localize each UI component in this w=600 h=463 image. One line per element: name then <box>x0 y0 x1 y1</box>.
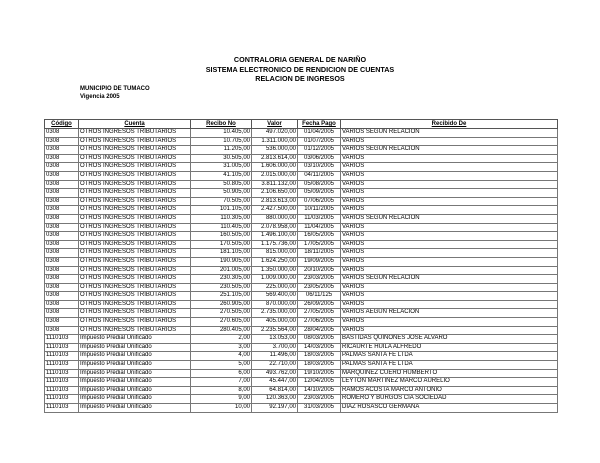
cell-fecha: 20/10/2005 <box>298 266 341 275</box>
cell-fecha: 18/03/2005 <box>298 352 341 361</box>
cell-valor: 13.053,00 <box>252 335 298 344</box>
cell-recibo: 30.505,00 <box>191 154 252 163</box>
cell-fecha: 14/10/2005 <box>298 386 341 395</box>
cell-recibo: 11.205,00 <box>191 146 252 155</box>
cell-valor: 1.350.000,00 <box>252 266 298 275</box>
col-cuenta-header: Cuenta <box>79 120 191 129</box>
table-row <box>45 146 558 155</box>
cell-fecha: 12/04/2005 <box>298 378 341 387</box>
cell-fecha: 27/05/2005 <box>298 309 341 318</box>
cell-recibo: 10.705,00 <box>191 137 252 146</box>
cell-fecha: 17/05/2005 <box>298 240 341 249</box>
cell-codigo: 0308 <box>45 189 79 198</box>
cell-recibo: 3,00 <box>191 343 252 352</box>
cell-codigo: 0308 <box>45 249 79 258</box>
cell-recibido: VARIOS <box>341 197 558 206</box>
cell-recibo: 9,00 <box>191 395 252 404</box>
cell-valor: 1.496.100,00 <box>252 232 298 241</box>
cell-fecha: 01/12/2005 <box>298 146 341 155</box>
cell-cuenta: Impuesto Predial Unificado <box>79 335 191 344</box>
cell-codigo: 0308 <box>45 214 79 223</box>
cell-codigo: 1110103 <box>45 386 79 395</box>
cell-recibido: MARQUINEZ CUERO HUMBERTO <box>341 369 558 378</box>
cell-valor: 64.814,00 <box>252 386 298 395</box>
cell-fecha: 23/03/2005 <box>298 275 341 284</box>
cell-recibido: VARIOS <box>341 137 558 146</box>
report-info <box>80 85 150 102</box>
cell-codigo: 0308 <box>45 206 79 215</box>
table-row <box>45 378 558 387</box>
cell-fecha: 03/06/2005 <box>298 154 341 163</box>
cell-fecha: 03/10/2005 <box>298 163 341 172</box>
cell-recibido: VARIOS <box>341 163 558 172</box>
cell-valor: 497.020,00 <box>252 129 298 138</box>
col-recibo-header: Recibo No <box>191 120 252 129</box>
cell-recibo: 230.305,00 <box>191 275 252 284</box>
table-row <box>45 300 558 309</box>
cell-cuenta: Impuesto Predial Unificado <box>79 361 191 370</box>
cell-valor: 22.710,00 <box>252 361 298 370</box>
cell-cuenta: OTROS INGRESOS TRIBUTARIOS <box>79 266 191 275</box>
cell-fecha: 01/04/2005 <box>298 129 341 138</box>
cell-codigo: 0308 <box>45 146 79 155</box>
cell-valor: 2.235.564,00 <box>252 326 298 335</box>
cell-recibo: 160.505,00 <box>191 232 252 241</box>
cell-cuenta: OTROS INGRESOS TRIBUTARIOS <box>79 129 191 138</box>
cell-recibido: VARIOS <box>341 283 558 292</box>
cell-recibido: VARIOS <box>341 249 558 258</box>
cell-recibo: 270.505,00 <box>191 309 252 318</box>
table-row <box>45 171 558 180</box>
cell-valor: 405.000,00 <box>252 318 298 327</box>
cell-fecha: 11/04/2005 <box>298 223 341 232</box>
cell-recibo: 6,00 <box>191 369 252 378</box>
report-title-org: CONTRALORIA GENERAL DE NARIÑO <box>233 55 367 64</box>
cell-cuenta: Impuesto Predial Unificado <box>79 378 191 387</box>
cell-recibo: 4,00 <box>191 352 252 361</box>
cell-cuenta: Impuesto Predial Unificado <box>79 404 191 413</box>
cell-cuenta: OTROS INGRESOS TRIBUTARIOS <box>79 232 191 241</box>
cell-fecha: 23/05/2005 <box>298 283 341 292</box>
ingresos-table <box>44 119 558 413</box>
cell-fecha: 16/05/2005 <box>298 232 341 241</box>
cell-recibido: VARIOS SEGUN RELACION <box>341 275 558 284</box>
cell-recibo: 260.905,00 <box>191 300 252 309</box>
cell-valor: 11.496,00 <box>252 352 298 361</box>
cell-recibo: 251.105,00 <box>191 292 252 301</box>
cell-recibo: 230.505,00 <box>191 283 252 292</box>
cell-recibido: VARIOS <box>341 223 558 232</box>
cell-cuenta: Impuesto Predial Unificado <box>79 369 191 378</box>
cell-recibido: VARIOS <box>341 171 558 180</box>
cell-valor: 2.427.500,00 <box>252 206 298 215</box>
cell-codigo: 0308 <box>45 266 79 275</box>
cell-valor: 2.106.650,00 <box>252 189 298 198</box>
cell-recibido: DIAZ ROSASCO GERMANA <box>341 404 558 413</box>
cell-valor: 1.624.250,00 <box>252 257 298 266</box>
table-row <box>45 309 558 318</box>
cell-valor: 225.000,00 <box>252 283 298 292</box>
cell-codigo: 1110103 <box>45 395 79 404</box>
cell-fecha: 26/09/2005 <box>298 300 341 309</box>
cell-cuenta: OTROS INGRESOS TRIBUTARIOS <box>79 171 191 180</box>
cell-cuenta: OTROS INGRESOS TRIBUTARIOS <box>79 197 191 206</box>
table-row <box>45 318 558 327</box>
cell-recibo: 181.105,00 <box>191 249 252 258</box>
cell-recibido: VARIOS SEGÚN RELACIÓN <box>341 214 558 223</box>
cell-valor: 45.447,00 <box>252 378 298 387</box>
cell-fecha: 27/06/2005 <box>298 318 341 327</box>
cell-cuenta: OTROS INGRESOS TRIBUTARIOS <box>79 189 191 198</box>
cell-recibo: 70.505,00 <box>191 197 252 206</box>
cell-recibido: VARIOS <box>341 266 558 275</box>
cell-cuenta: OTROS INGRESOS TRIBUTARIOS <box>79 180 191 189</box>
cell-codigo: 1110103 <box>45 378 79 387</box>
cell-recibido: BASTIDAS QUIÑONES JOSE ALVARO <box>341 335 558 344</box>
table-row <box>45 283 558 292</box>
cell-recibido: VARIOS <box>341 257 558 266</box>
cell-valor: 3.700,00 <box>252 343 298 352</box>
col-codigo-header: Código <box>45 120 79 129</box>
table-row <box>45 232 558 241</box>
table-row <box>45 404 558 413</box>
cell-valor: 493.762,00 <box>252 369 298 378</box>
cell-recibo: 201.005,00 <box>191 266 252 275</box>
cell-recibido: VARIOS <box>341 189 558 198</box>
cell-codigo: 0308 <box>45 154 79 163</box>
cell-recibo: 190.905,00 <box>191 257 252 266</box>
cell-codigo: 0308 <box>45 257 79 266</box>
cell-cuenta: OTROS INGRESOS TRIBUTARIOS <box>79 223 191 232</box>
cell-cuenta: OTROS INGRESOS TRIBUTARIOS <box>79 137 191 146</box>
cell-recibido: ROMERO Y BURGOS CIA SOCIEDAD <box>341 395 558 404</box>
cell-cuenta: OTROS INGRESOS TRIBUTARIOS <box>79 300 191 309</box>
cell-recibido: VARIOS <box>341 232 558 241</box>
cell-codigo: 0308 <box>45 300 79 309</box>
table-row <box>45 129 558 138</box>
cell-recibido: RICAURTE HUILA ALFREDO <box>341 343 558 352</box>
cell-fecha: 08/03/2005 <box>298 335 341 344</box>
table-row <box>45 395 558 404</box>
cell-recibido: PALMAS SANTA FE LTDA <box>341 361 558 370</box>
cell-codigo: 0308 <box>45 197 79 206</box>
cell-recibo: 50.905,00 <box>191 189 252 198</box>
cell-codigo: 0308 <box>45 240 79 249</box>
table-row <box>45 137 558 146</box>
cell-recibido: VARIOS <box>341 206 558 215</box>
cell-recibo: 8,00 <box>191 386 252 395</box>
vigencia-label: Vigencia 2005 <box>80 94 120 101</box>
cell-cuenta: OTROS INGRESOS TRIBUTARIOS <box>79 163 191 172</box>
cell-recibido: VARIOS <box>341 318 558 327</box>
table-row <box>45 275 558 284</box>
cell-valor: 870.000,00 <box>252 300 298 309</box>
cell-valor: 2.015.000,00 <box>252 171 298 180</box>
cell-codigo: 1110103 <box>45 335 79 344</box>
cell-recibo: 2,00 <box>191 335 252 344</box>
table-row <box>45 257 558 266</box>
cell-valor: 815.000,00 <box>252 249 298 258</box>
table-row <box>45 352 558 361</box>
cell-fecha: 23/03/2005 <box>298 395 341 404</box>
cell-recibido: VARIOS SEGÚN RELACIÓN <box>341 129 558 138</box>
cell-recibido: VARIOS <box>341 292 558 301</box>
cell-recibido: RAMOS ACOSTA MARCO ANTONIO <box>341 386 558 395</box>
cell-cuenta: OTROS INGRESOS TRIBUTARIOS <box>79 206 191 215</box>
cell-recibido: VARIOS <box>341 154 558 163</box>
cell-valor: 1.311.000,00 <box>252 137 298 146</box>
cell-recibido: VARIOS <box>341 180 558 189</box>
table-row <box>45 214 558 223</box>
table-row <box>45 163 558 172</box>
cell-recibo: 10.405,00 <box>191 129 252 138</box>
cell-valor: 120.363,00 <box>252 395 298 404</box>
table-row <box>45 154 558 163</box>
cell-recibo: 101.105,00 <box>191 206 252 215</box>
col-valor-header: Valor <box>252 120 298 129</box>
cell-valor: 3.811.132,00 <box>252 180 298 189</box>
cell-codigo: 0308 <box>45 275 79 284</box>
cell-fecha: 04/11/2005 <box>298 171 341 180</box>
cell-valor: 569.400,00 <box>252 292 298 301</box>
table-row <box>45 180 558 189</box>
cell-recibo: 5,00 <box>191 361 252 370</box>
cell-fecha: 19/10/2005 <box>298 369 341 378</box>
cell-cuenta: OTROS INGRESOS TRIBUTARIOS <box>79 257 191 266</box>
cell-fecha: 11/03/2005 <box>298 214 341 223</box>
cell-valor: 2.735.000,00 <box>252 309 298 318</box>
table-row <box>45 189 558 198</box>
cell-valor: 2.813.614,00 <box>252 154 298 163</box>
cell-recibo: 110.405,00 <box>191 223 252 232</box>
cell-valor: 1.175.736,00 <box>252 240 298 249</box>
cell-recibido: PALMAS SANTA FE LTDA <box>341 352 558 361</box>
municipio-label: MUNICIPIO DE TUMACO <box>80 86 150 92</box>
cell-codigo: 0308 <box>45 163 79 172</box>
cell-cuenta: OTROS INGRESOS TRIBUTARIOS <box>79 214 191 223</box>
report-title-name: RELACION DE INGRESOS <box>255 74 345 84</box>
table-body <box>45 129 558 413</box>
cell-fecha: 10/11/2005 <box>298 206 341 215</box>
cell-recibo: 41.105,00 <box>191 171 252 180</box>
cell-codigo: 0308 <box>45 309 79 318</box>
table-row <box>45 292 558 301</box>
cell-valor: 2.078.958,00 <box>252 223 298 232</box>
cell-cuenta: Impuesto Predial Unificado <box>79 343 191 352</box>
cell-recibo: 280.405,00 <box>191 326 252 335</box>
cell-cuenta: OTROS INGRESOS TRIBUTARIOS <box>79 146 191 155</box>
table-row <box>45 206 558 215</box>
table-row <box>45 197 558 206</box>
cell-recibido: VARIOS AEGÚN RELACIÓN <box>341 309 558 318</box>
cell-cuenta: OTROS INGRESOS TRIBUTARIOS <box>79 275 191 284</box>
table-row <box>45 240 558 249</box>
cell-cuenta: OTROS INGRESOS TRIBUTARIOS <box>79 326 191 335</box>
cell-cuenta: Impuesto Predial Unificado <box>79 386 191 395</box>
cell-cuenta: OTROS INGRESOS TRIBUTARIOS <box>79 309 191 318</box>
cell-recibo: 110.305,00 <box>191 214 252 223</box>
cell-recibo: 270.605,00 <box>191 318 252 327</box>
cell-fecha: 28/04/2005 <box>298 326 341 335</box>
table-row <box>45 369 558 378</box>
cell-fecha: 14/03/2005 <box>298 343 341 352</box>
table-row <box>45 386 558 395</box>
table-row <box>45 343 558 352</box>
table-row <box>45 335 558 344</box>
cell-fecha: 05/08/2005 <box>298 180 341 189</box>
cell-cuenta: OTROS INGRESOS TRIBUTARIOS <box>79 240 191 249</box>
cell-recibo: 31.005,00 <box>191 163 252 172</box>
cell-valor: 536.000,00 <box>252 146 298 155</box>
cell-codigo: 0308 <box>45 137 79 146</box>
table-row <box>45 266 558 275</box>
cell-codigo: 0308 <box>45 180 79 189</box>
cell-recibido: VARIOS <box>341 300 558 309</box>
col-fecha-header: Fecha Pago <box>298 120 341 129</box>
cell-recibo: 7,00 <box>191 378 252 387</box>
cell-fecha: 07/06/2005 <box>298 197 341 206</box>
cell-codigo: 0308 <box>45 171 79 180</box>
cell-codigo: 0308 <box>45 223 79 232</box>
cell-codigo: 0308 <box>45 326 79 335</box>
table-row <box>45 249 558 258</box>
cell-codigo: 1110103 <box>45 361 79 370</box>
cell-codigo: 1110103 <box>45 343 79 352</box>
cell-recibo: 50.805,00 <box>191 180 252 189</box>
cell-cuenta: OTROS INGRESOS TRIBUTARIOS <box>79 292 191 301</box>
report-title-system: SISTEMA ELECTRONICO DE RENDICION DE CUENTAS <box>205 64 395 74</box>
cell-recibo: 170.505,00 <box>191 240 252 249</box>
cell-fecha: 18/03/2005 <box>298 361 341 370</box>
cell-codigo: 1110103 <box>45 404 79 413</box>
cell-codigo: 0308 <box>45 292 79 301</box>
cell-fecha: 18/11/2005 <box>298 249 341 258</box>
cell-fecha: 19/09/2005 <box>298 257 341 266</box>
cell-codigo: 0308 <box>45 232 79 241</box>
cell-recibido: VARIOS <box>341 326 558 335</box>
cell-recibido: VARIOS SEGUN RELACION <box>341 146 558 155</box>
cell-codigo: 0308 <box>45 318 79 327</box>
col-recibido-header: Recibido De <box>341 120 558 129</box>
cell-fecha: 05/09/2005 <box>298 189 341 198</box>
cell-valor: 1.009.000,00 <box>252 275 298 284</box>
cell-codigo: 0308 <box>45 283 79 292</box>
cell-valor: 880.000,00 <box>252 214 298 223</box>
report-header <box>0 55 600 84</box>
cell-fecha: 01/07/2005 <box>298 137 341 146</box>
cell-valor: 1.606.000,00 <box>252 163 298 172</box>
cell-cuenta: OTROS INGRESOS TRIBUTARIOS <box>79 249 191 258</box>
cell-codigo: 0308 <box>45 129 79 138</box>
cell-cuenta: Impuesto Predial Unificado <box>79 352 191 361</box>
cell-fecha: 31/03/2005 <box>298 404 341 413</box>
cell-valor: 92.197,00 <box>252 404 298 413</box>
cell-recibido: VARIOS <box>341 240 558 249</box>
cell-cuenta: Impuesto Predial Unificado <box>79 395 191 404</box>
table-row <box>45 361 558 370</box>
table-row <box>45 223 558 232</box>
cell-codigo: 1110103 <box>45 352 79 361</box>
cell-codigo: 1110103 <box>45 369 79 378</box>
cell-cuenta: OTROS INGRESOS TRIBUTARIOS <box>79 283 191 292</box>
table-row <box>45 326 558 335</box>
cell-cuenta: OTROS INGRESOS TRIBUTARIOS <box>79 154 191 163</box>
cell-recibido: LEYTON MARTINEZ MARCO AURELIO <box>341 378 558 387</box>
cell-valor: 2.813.613,00 <box>252 197 298 206</box>
cell-fecha: 06/11/125 <box>298 292 341 301</box>
cell-recibo: 10,00 <box>191 404 252 413</box>
table-header-row <box>45 120 558 129</box>
cell-cuenta: OTROS INGRESOS TRIBUTARIOS <box>79 318 191 327</box>
